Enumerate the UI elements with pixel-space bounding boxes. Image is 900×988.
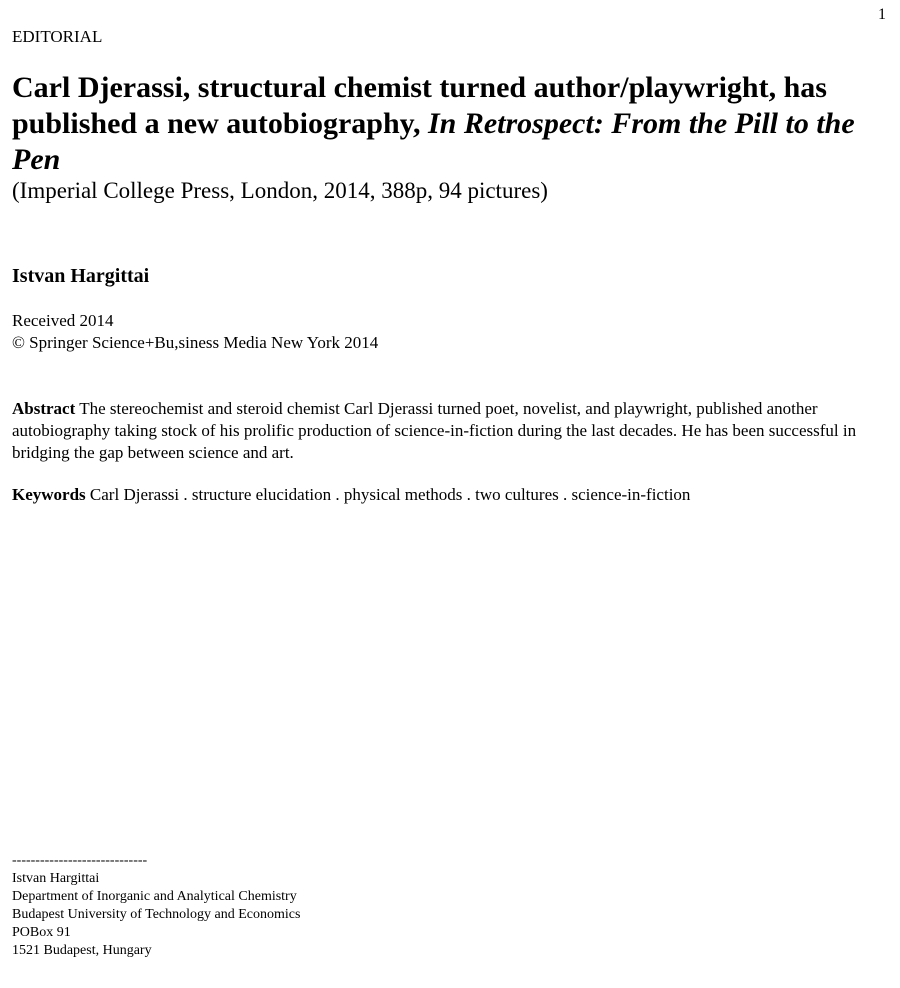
keywords <box>12 484 882 506</box>
keywords-label: Keywords <box>12 485 86 504</box>
abstract-text: The stereochemist and steroid chemist Carl Djerassi turned poet, novelist, and playwright, published another autobiography taking stock of his prolific production of science-in-fiction during the last decades. He has been successful in bridging the gap between science and art. <box>12 399 857 462</box>
keywords-text: Carl Djerassi . structure elucidation . physical methods . two cultures . science-in-fiction <box>85 485 691 504</box>
book-title: In Retrospect: From the Pill to the Pen <box>12 107 855 176</box>
copyright-line: © Springer Science+Bu,siness Media New York 2014 <box>12 333 379 352</box>
article-title <box>12 70 882 178</box>
footnote-line: 1521 Budapest, Hungary <box>12 943 152 958</box>
author-affiliation-footnote <box>12 852 300 960</box>
author-name: Istvan Hargittai <box>12 265 150 287</box>
received-date: Received 2014 <box>12 311 114 330</box>
footnote-separator: ----------------------------- <box>12 853 148 868</box>
section-label: EDITORIAL <box>12 27 103 46</box>
book-publication-info: (Imperial College Press, London, 2014, 388p, 94 pictures) <box>12 178 548 203</box>
footnote-line: Istvan Hargittai <box>12 871 100 886</box>
footnote-line: Department of Inorganic and Analytical Chemistry <box>12 889 297 904</box>
title-main: Carl Djerassi, structural chemist turned author/playwright, has published a new autobiography, <box>12 71 827 140</box>
footnote-line: POBox 91 <box>12 925 71 940</box>
page-number: 1 <box>878 6 886 23</box>
abstract-label: Abstract <box>12 399 76 418</box>
footnote-line: Budapest University of Technology and Economics <box>12 907 301 922</box>
abstract <box>12 398 882 464</box>
